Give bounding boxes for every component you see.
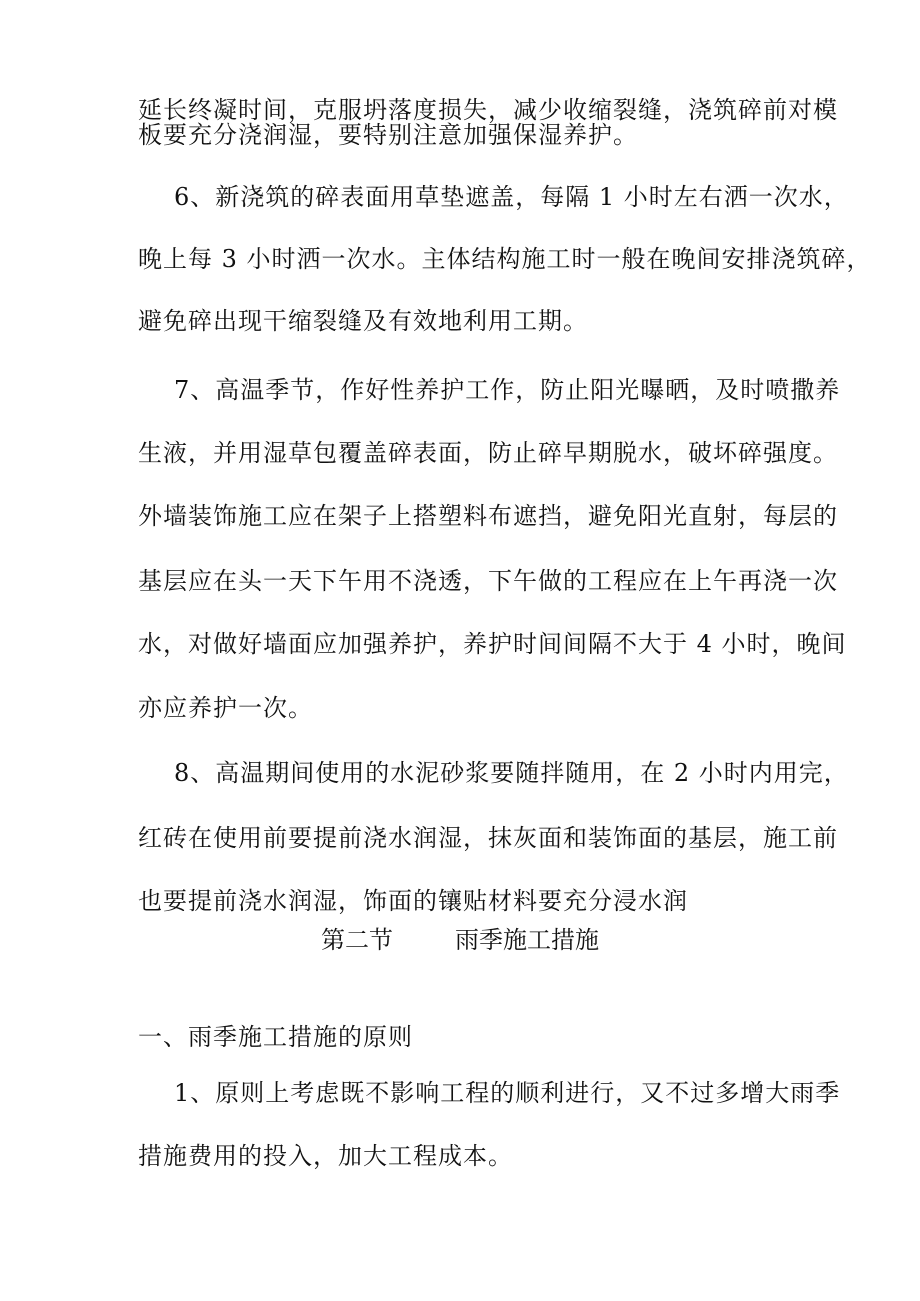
paragraph-line: 晚上每 3 小时洒一次水。主体结构施工时一般在晚间安排浇筑碎， [138, 245, 872, 273]
paragraph-line: 基层应在头一天下午用不浇透，下午做的工程应在上午再浇一次 [138, 567, 838, 595]
paragraph-line: 生液，并用湿草包覆盖碎表面，防止碎早期脱水，破坏碎强度。 [138, 439, 838, 467]
paragraph-line: 板要充分浇润湿，要特别注意加强保湿养护。 [138, 121, 638, 149]
section-number: 第二节 [321, 926, 393, 954]
subsection-heading: 一、雨季施工措施的原则 [138, 1023, 413, 1051]
paragraph-line: 水，对做好墙面应加强养护，养护时间间隔不大于 4 小时，晚间 [138, 630, 847, 658]
paragraph-line: 1、原则上考虑既不影响工程的顺利进行，又不过多增大雨季 [174, 1079, 841, 1107]
paragraph-line: 亦应养护一次。 [138, 694, 313, 722]
paragraph-line: 避免碎出现干缩裂缝及有效地利用工期。 [138, 307, 588, 335]
paragraph-line: 措施费用的投入，加大工程成本。 [138, 1142, 513, 1170]
paragraph-line: 8、高温期间使用的水泥砂浆要随拌随用，在 2 小时内用完， [174, 759, 849, 787]
paragraph-line: 也要提前浇水润湿，饰面的镶贴材料要充分浸水润 [138, 887, 688, 915]
section-title: 雨季施工措施 [455, 926, 599, 954]
paragraph-line: 外墙装饰施工应在架子上搭塑料布遮挡，避免阳光直射，每层的 [138, 502, 838, 530]
paragraph-line: 6、新浇筑的碎表面用草垫遮盖，每隔 1 小时左右洒一次水， [174, 183, 849, 211]
paragraph-line: 红砖在使用前要提前浇水润湿，抹灰面和装饰面的基层，施工前 [138, 824, 838, 852]
section-heading [0, 924, 920, 956]
paragraph-line: 延长终凝时间，克服坍落度损失，减少收缩裂缝，浇筑碎前对模 [138, 96, 838, 124]
paragraph-line: 7、高温季节，作好性养护工作，防止阳光曝晒，及时喷撒养 [174, 376, 841, 404]
